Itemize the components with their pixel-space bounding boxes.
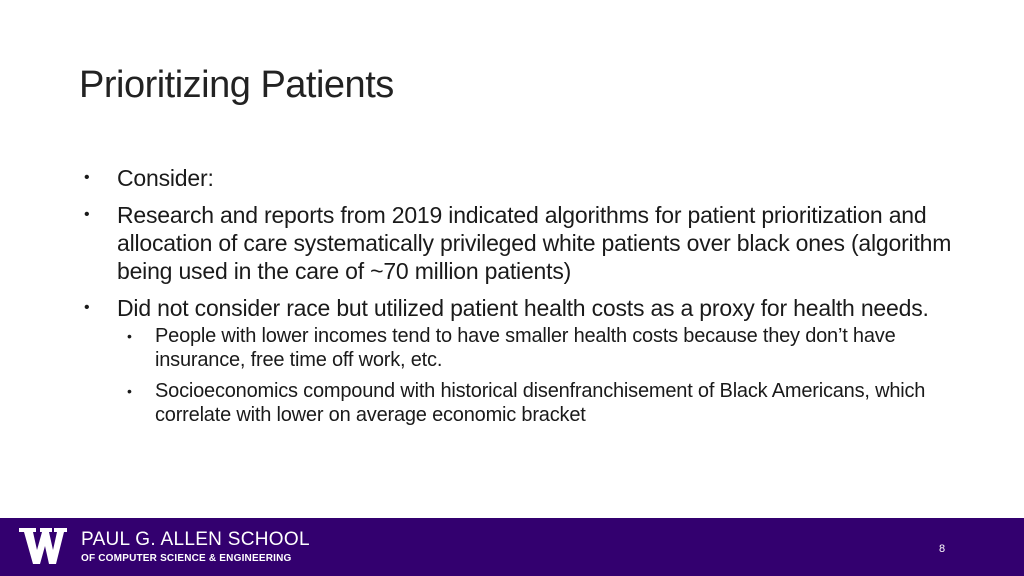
bullet-marker: • <box>84 169 90 186</box>
bullet-marker: • <box>84 206 90 223</box>
sub-bullet-list <box>117 324 964 427</box>
page-number: 8 <box>938 543 946 555</box>
uw-w-logo-icon <box>19 528 67 564</box>
school-subtitle: OF COMPUTER SCIENCE & ENGINEERING <box>81 553 292 564</box>
bullet-text: Did not consider race but utilized patient health costs as a proxy for health needs. <box>117 295 929 321</box>
bullet-list <box>84 164 964 436</box>
sub-bullet-marker: • <box>127 383 132 399</box>
sub-bullet-item <box>117 379 964 427</box>
school-name: PAUL G. ALLEN SCHOOL <box>81 529 310 550</box>
bullet-item <box>84 294 964 427</box>
bullet-item <box>84 164 964 192</box>
sub-bullet-text: People with lower incomes tend to have smaller health costs because they don’t have insurance, free time off work, etc. <box>155 325 896 371</box>
bullet-text: Research and reports from 2019 indicated algorithms for patient prioritization and allocation of care systematically privileged white patients over black ones (algorithm being used in the care of ~70 million patients) <box>117 202 952 284</box>
bullet-marker: • <box>84 299 90 316</box>
slide-title: Prioritizing Patients <box>79 64 394 106</box>
bullet-text: Consider: <box>117 165 214 191</box>
sub-bullet-text: Socioeconomics compound with historical disenfranchisement of Black Americans, which correlate with lower on average economic bracket <box>155 380 926 426</box>
footer-bar <box>0 518 1024 576</box>
bullet-item <box>84 201 964 285</box>
sub-bullet-marker: • <box>127 328 132 344</box>
sub-bullet-item <box>117 324 964 372</box>
